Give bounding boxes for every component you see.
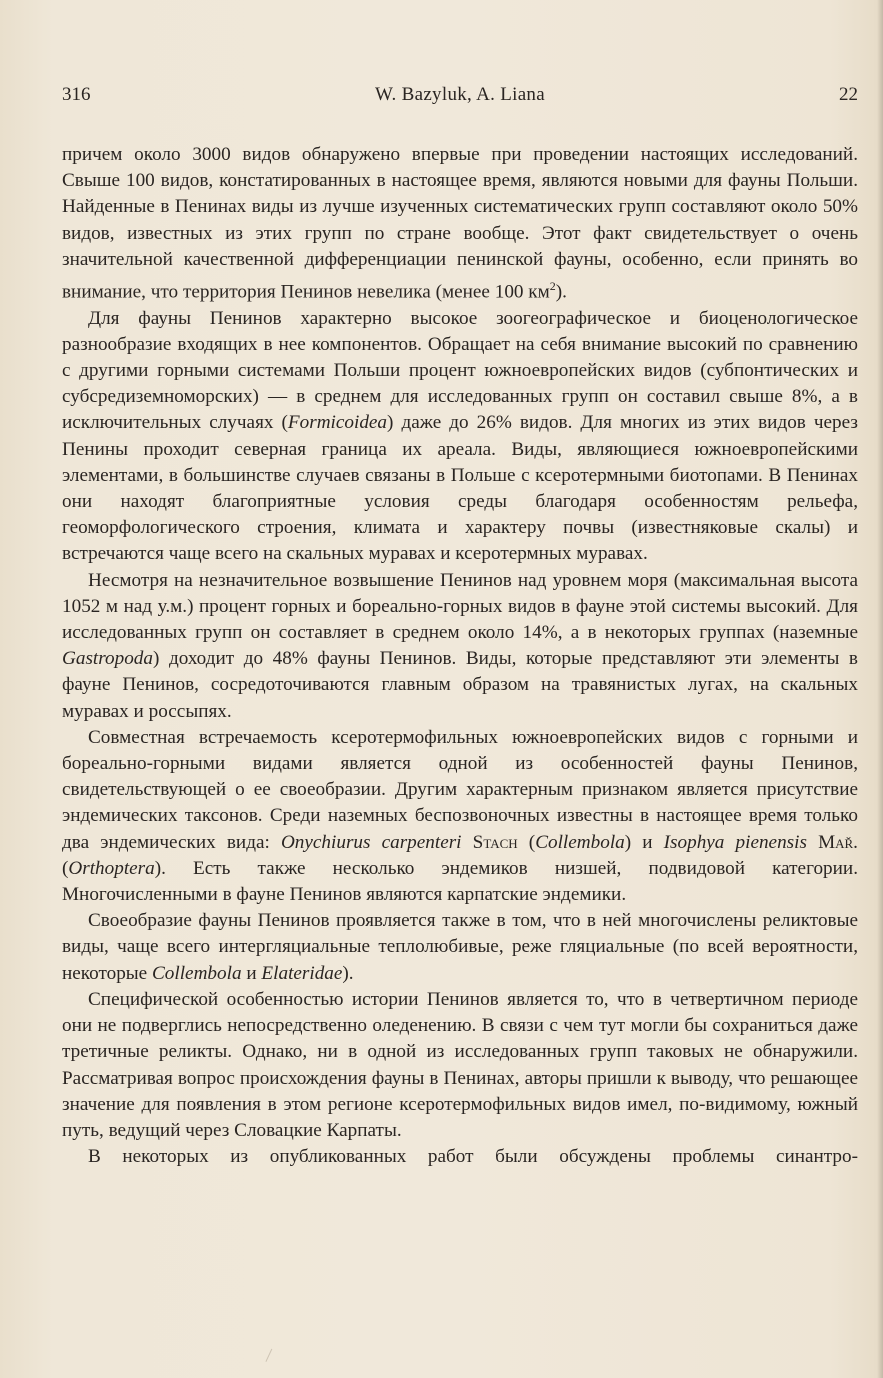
paren-open: (: [517, 831, 536, 853]
taxon-isophya: Isophya pienensis: [663, 831, 807, 853]
paragraph-4-cont: ). Есть также несколько эндемиков низшей, подвидовой категории. Многочисленными в фауне Пенинов являются карпатские эндемики.: [62, 857, 858, 906]
author-stach: Stach: [472, 831, 518, 853]
taxon-formicoidea: Formicoidea: [287, 412, 388, 434]
conjunction: ) и: [624, 831, 664, 853]
author-mar: Mař.: [818, 831, 858, 853]
taxon-onychiurus: Onychiurus carpenteri: [280, 831, 462, 853]
taxon-orthoptera: Orthoptera: [68, 857, 155, 879]
paragraph-3-text: Несмотря на незначительное возвышение Пенинов над уровнем моря (максимальная высота 1052 м над у.м.) процент горных и бореально-горных видов в фауне этой системы высокий. Для исследованных групп он составляет в среднем около 14%, а в некоторых группах (наземные: [62, 569, 858, 644]
paragraph-5: [62, 908, 858, 987]
taxon-collembola: Collembola: [535, 831, 625, 853]
paren-open-2: (: [62, 857, 69, 879]
paragraph-3-cont: ) доходит до 48% фауны Пенинов. Виды, которые представляют эти элементы в фауне Пенинов, сосредоточиваются главным образом на травянистых лугах, на скальных муравах и россыпях.: [62, 648, 858, 722]
paragraph-5-end: ).: [342, 962, 354, 984]
paragraph-1: [62, 142, 858, 306]
paragraph-3: [62, 568, 858, 725]
page-edge-shadow: [877, 0, 883, 1378]
page-number-right: 22: [839, 84, 858, 105]
conjunction-2: и: [241, 962, 262, 984]
paragraph-1-text: причем около 3000 видов обнаружено впервые при проведении настоящих исследований. Свыше 100 видов, констатированных в настоящее время, являются новыми для фауны Польши. Найденные в Пенинах виды из лучше изученных систематических групп составляют около 50% видов, известных из этих групп по стране вообще. Этот факт свидетельствует о очень значительной качественной дифференциации пенинской фауны, особенно, если принять во внимание, что территория Пенинов невелика (менее 100 км: [62, 144, 858, 303]
taxon-elateridae: Elateridae: [261, 962, 343, 984]
paragraph-7: В некоторых из опубликованных работ были обсуждены проблемы синантро-: [88, 1146, 858, 1168]
taxon-collembola-2: Collembola: [152, 962, 242, 984]
body-text: [62, 142, 858, 1170]
paragraph-5-text: Своеобразие фауны Пенинов проявляется также в том, что в ней многочислены реликтовые виды, чаще всего интергляциальные теплолюбивые, реже гляциальные (по всей вероятности, некоторые: [62, 910, 858, 984]
page-number-left: 316: [62, 84, 91, 105]
page-header: [62, 84, 858, 112]
superscript-2: 2: [549, 279, 556, 294]
paragraph-2: [62, 306, 858, 568]
paragraph-2-cont: ) даже до 26% видов. Для многих из этих видов через Пенины проходит северная граница их ареала. Виды, являющиеся южноевропейскими элементами, в большинстве случаев связаны в Польше с ксеротермными биотопами. В Пенинах они находят благоприятные условия среды благодаря особенностям рельефа, геоморфологического строения, климата и характеру почвы (известняковые скалы) и встречаются чаще всего на скальных муравах и ксеротермных муравах.: [62, 412, 858, 565]
running-head-authors: W. Bazyluk, A. Liana: [375, 84, 545, 105]
paragraph-1-end: ).: [555, 281, 567, 303]
paragraph-4: [62, 725, 858, 908]
taxon-gastropoda: Gastropoda: [62, 648, 153, 670]
paragraph-4-text: Совместная встречаемость ксеротермофильных южноевропейских видов с горными и бореально-горными видами является одной из особенностей фауны Пенинов, свидетельствующей о ее своеобразии. Другим характерным признаком является присутствие эндемических таксонов. Среди наземных беспозвоночных известны в настоящее время только два эндемических вида:: [62, 726, 858, 853]
paragraph-2-text: Для фауны Пенинов характерно высокое зоогеографическое и биоценологическое разнообразие входящих в нее компонентов. Обращает на себя внимание высокий по сравнению с другими горными системами Польши процент южноевропейских видов (субпонтических и субсредиземноморских) — в среднем для исследованных групп он составил свыше 8%, а в исключительных случаях (: [62, 307, 858, 434]
paper-mark: [265, 1349, 279, 1365]
paragraph-6: Специфической особенностью истории Пенинов является то, что в четвертичном периоде они не подверглись непосредственно оледенению. В связи с чем тут могли бы сохраниться даже третичные реликты. Однако, ни в одной из исследованных групп таковых не обнаружили. Рассматривая вопрос происхождения фауны в Пенинах, авторы пришли к выводу, что решающее значение для появления в этом регионе ксеротермофильных видов имел, по-видимому, южный путь, ведущий через Словацкие Карпаты.: [62, 988, 858, 1141]
